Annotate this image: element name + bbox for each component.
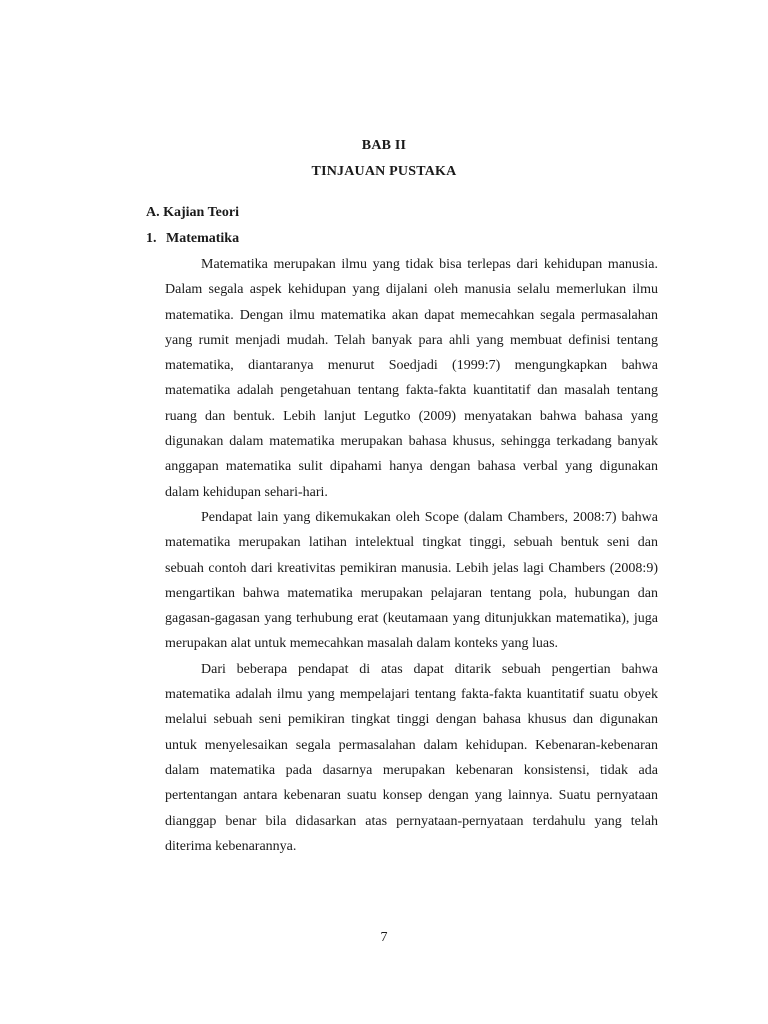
chapter-title: TINJAUAN PUSTAKA — [311, 164, 457, 179]
subsection-heading — [146, 231, 239, 247]
page-number: 7 — [380, 930, 388, 945]
body-text — [165, 252, 658, 859]
subsection-number: 1. — [146, 231, 157, 246]
subsection-title: Matematika — [166, 231, 240, 246]
chapter-label: BAB II — [361, 138, 407, 153]
paragraph: Pendapat lain yang dikemukakan oleh Scope (dalam Chambers, 2008:7) bahwa matematika merupakan latihan intelektual tingkat tinggi, sebuah bentuk seni dan sebuah contoh dari kreativitas pemikiran manusia. Lebih jelas lagi Chambers (2008:9) mengartikan bahwa matematika merupakan pelajaran tentang pola, hubungan dan gagasan-gagasan yang terhubung erat (keutamaan yang ditunjukkan matematika), juga merupakan alat untuk memecahkan masalah dalam konteks yang luas. — [165, 509, 658, 652]
section-heading: A. Kajian Teori — [146, 205, 239, 220]
paragraph: Dari beberapa pendapat di atas dapat ditarik sebuah pengertian bahwa matematika adalah ilmu yang mempelajari tentang fakta-fakta kuantitatif suatu obyek melalui sebuah seni pemikiran tingkat tinggi dengan bahasa khusus dan digunakan untuk menyelesaikan segala permasalahan dalam kehidupan. Kebenaran-kebenaran dalam matematika pada dasarnya merupakan kebenaran konsistensi, tidak ada pertentangan antara kebenaran suatu konsep dengan yang lainnya. Suatu pernyataan dianggap benar bila didasarkan atas pernyataan-pernyataan terdahulu yang telah diterima kebenarannya. — [165, 661, 658, 854]
paragraph: Matematika merupakan ilmu yang tidak bisa terlepas dari kehidupan manusia. Dalam segala aspek kehidupan yang dijalani oleh manusia selalu memerlukan ilmu matematika. Dengan ilmu matematika akan dapat memecahkan segala permasalahan yang rumit menjadi mudah. Telah banyak para ahli yang membuat definisi tentang matematika, diantaranya menurut Soedjadi (1999:7) mengungkapkan bahwa matematika adalah pengetahuan tentang fakta-fakta kuantitatif dan masalah tentang ruang dan bentuk. Lebih lanjut Legutko (2009) menyatakan bahwa bahasa yang digunakan dalam matematika merupakan bahasa khusus, sehingga terkadang banyak anggapan matematika sulit dipahami hanya dengan bahasa verbal yang digunakan dalam kehidupan sehari-hari. — [165, 257, 658, 500]
